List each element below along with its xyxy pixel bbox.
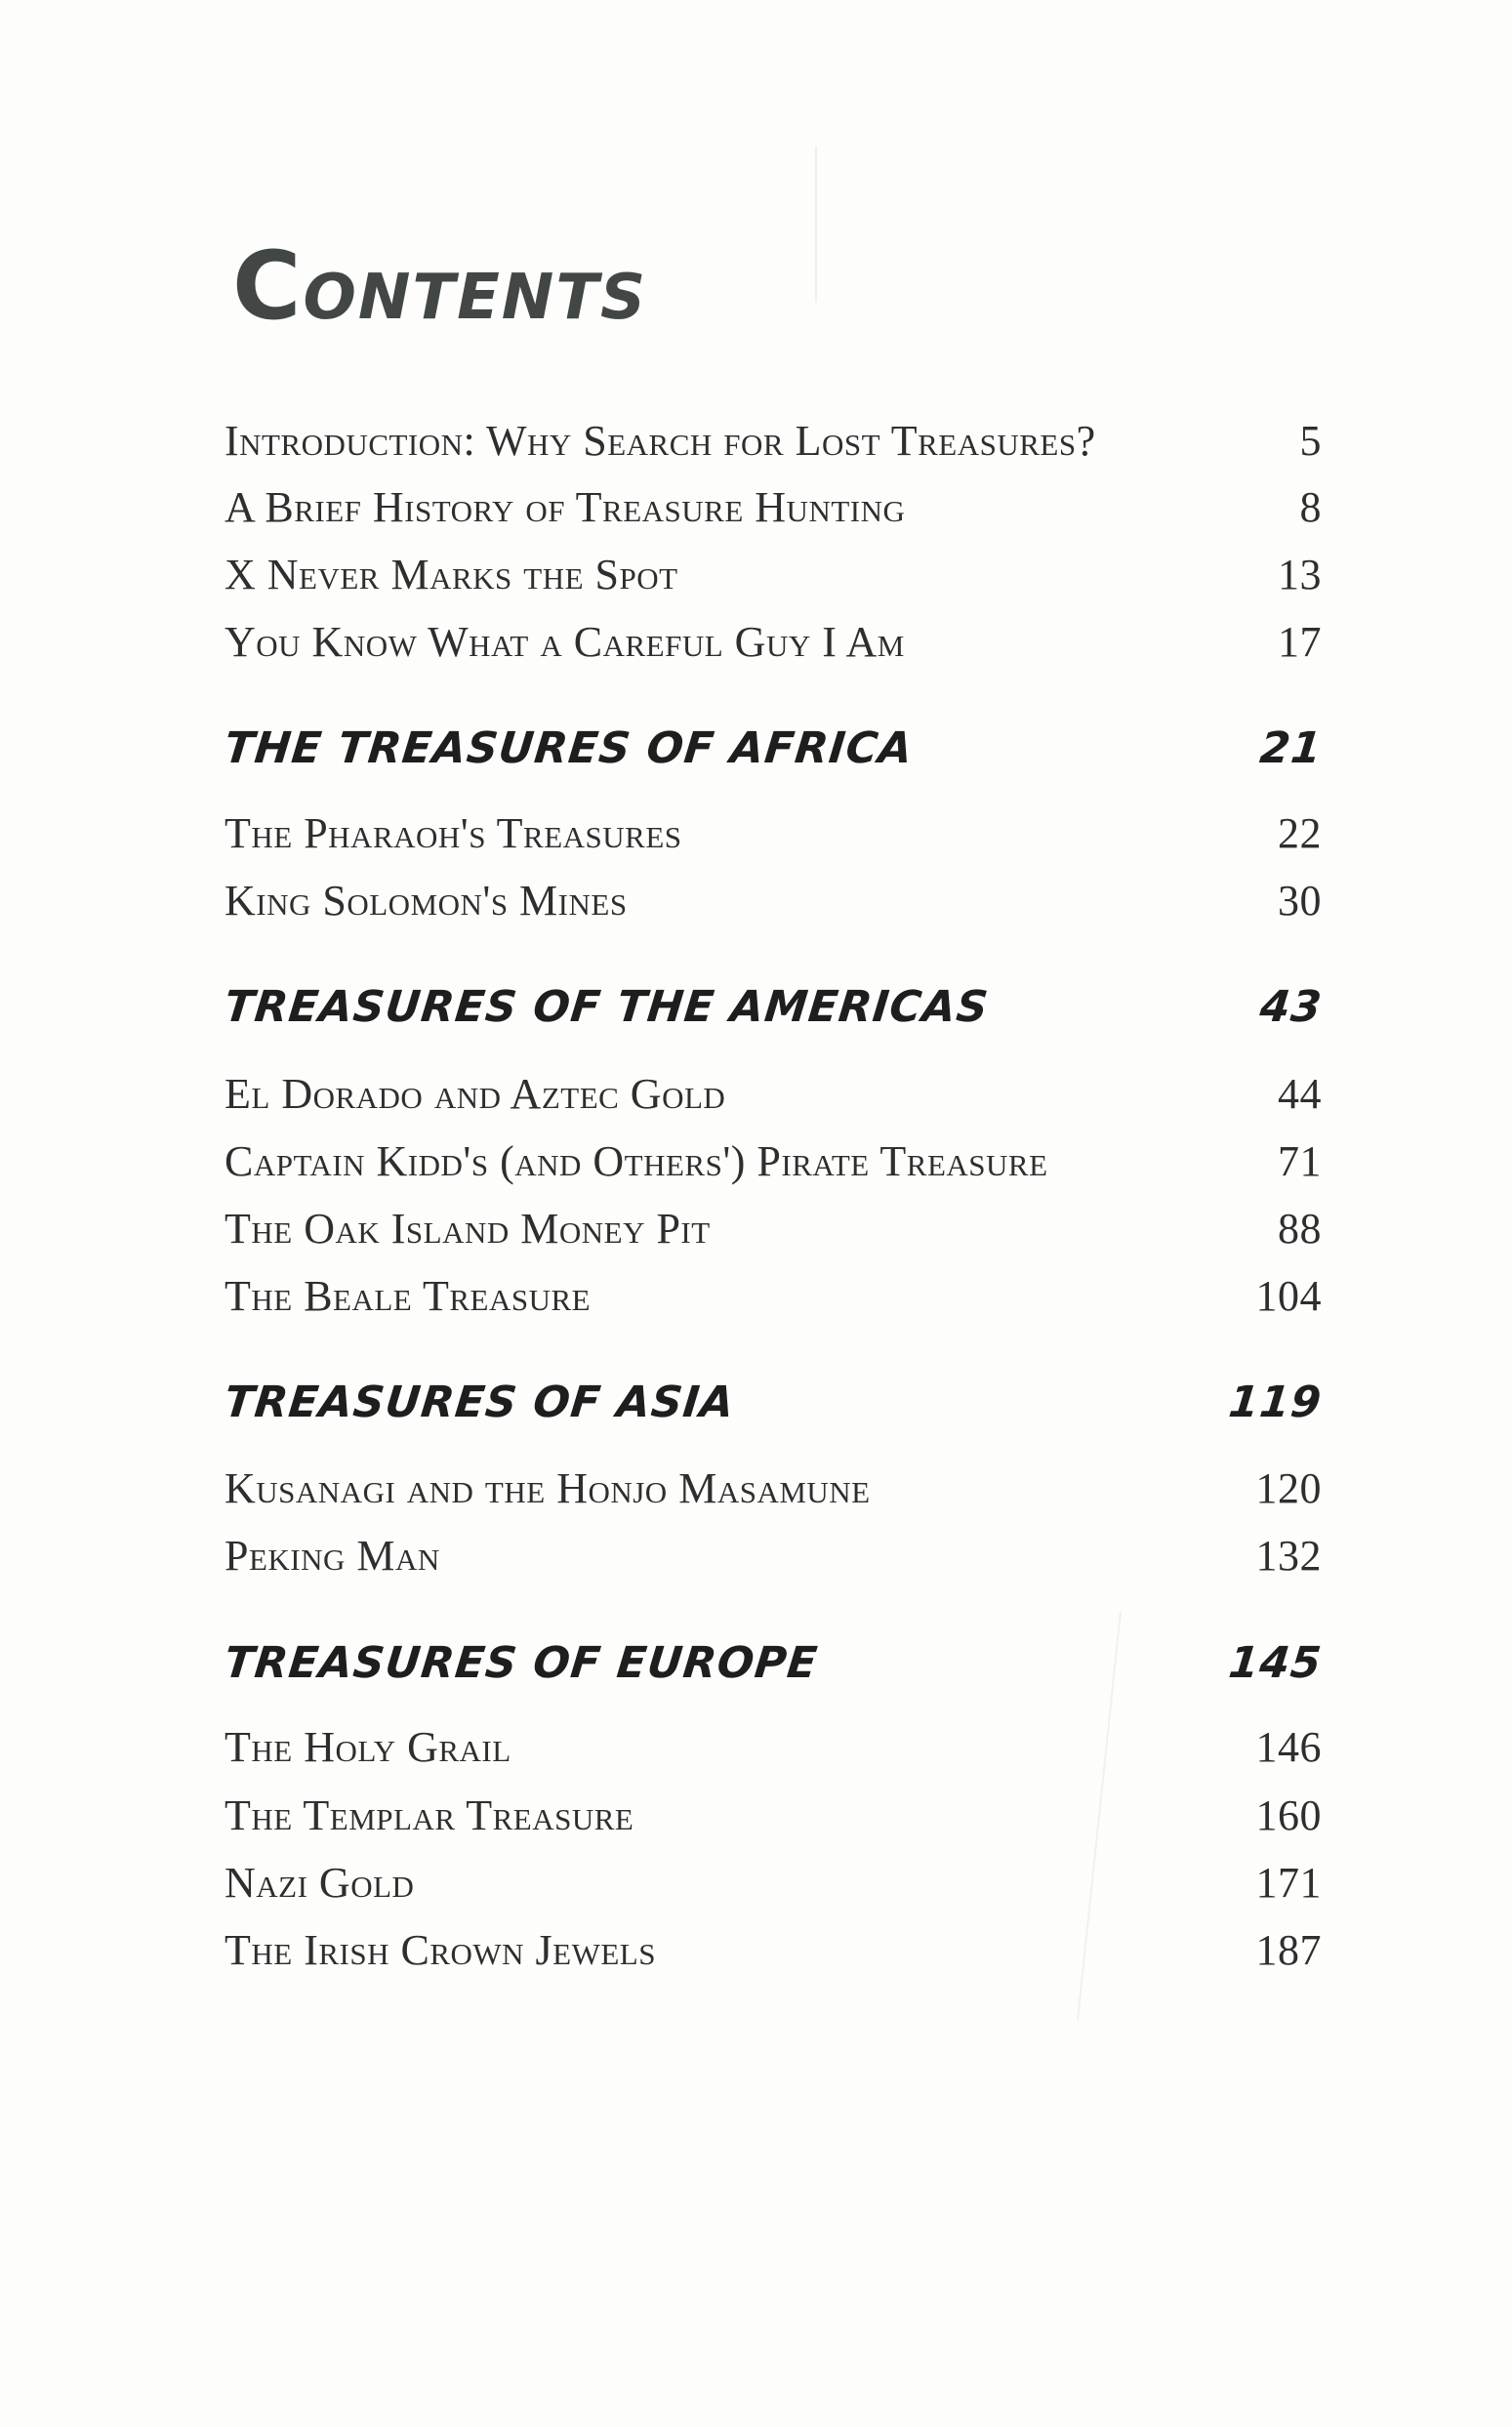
toc-entry[interactable] <box>225 1926 1322 1974</box>
toc-entry[interactable] <box>225 1272 1322 1320</box>
toc-section-heading[interactable] <box>222 1378 1325 1427</box>
toc-entry-page: 160 <box>1255 1791 1322 1839</box>
toc-entry-page: 187 <box>1255 1926 1322 1974</box>
toc-entry[interactable] <box>225 483 1322 531</box>
toc-entry-label: X Never Marks the Spot <box>225 551 678 598</box>
toc-entry-page: 146 <box>1255 1723 1322 1771</box>
toc-entry[interactable] <box>225 809 1322 857</box>
toc-entry-page: 8 <box>1299 483 1322 531</box>
toc-entry[interactable] <box>225 1205 1322 1253</box>
section-heading-label: TREASURES OF EUROPE <box>222 1638 821 1688</box>
toc-entry[interactable] <box>225 1070 1322 1118</box>
toc-section-heading[interactable] <box>222 982 1325 1032</box>
toc-entry-label: You Know What a Careful Guy I Am <box>225 618 905 666</box>
toc-entry-page: 120 <box>1255 1464 1322 1512</box>
toc-entry-label: Introduction: Why Search for Lost Treasures? <box>225 417 1096 465</box>
toc-entry-label: A Brief History of Treasure Hunting <box>225 483 906 531</box>
toc-entry-label: Captain Kidd's (and Others') Pirate Treasure <box>225 1137 1048 1185</box>
toc-entry[interactable] <box>225 417 1322 465</box>
toc-entry-label: The Holy Grail <box>225 1723 511 1771</box>
toc-entry-page: 71 <box>1278 1137 1322 1185</box>
toc-entry-page: 5 <box>1299 417 1322 465</box>
toc-entry-label: The Pharaoh's Treasures <box>225 809 682 857</box>
toc-entry-label: Nazi Gold <box>225 1859 415 1907</box>
toc-entry[interactable] <box>225 1723 1322 1771</box>
section-heading-label: THE TREASURES OF AFRICA <box>222 723 916 773</box>
toc-section-heading[interactable] <box>222 723 1325 773</box>
section-heading-page: 145 <box>1226 1638 1325 1688</box>
toc-entry[interactable] <box>225 551 1322 598</box>
section-heading-page: 21 <box>1257 723 1325 773</box>
toc-entry-label: Kusanagi and the Honjo Masamune <box>225 1464 871 1512</box>
toc-entry-page: 171 <box>1255 1859 1322 1907</box>
toc-entry-page: 22 <box>1278 809 1322 857</box>
toc-entry[interactable] <box>225 1137 1322 1185</box>
toc-entry-label: The Oak Island Money Pit <box>225 1205 711 1253</box>
toc-entry-label: Peking Man <box>225 1532 440 1580</box>
section-heading-label: TREASURES OF THE AMERICAS <box>222 982 992 1032</box>
toc-entry-page: 13 <box>1278 551 1322 598</box>
toc-entry-page: 132 <box>1255 1532 1322 1580</box>
toc-entry-page: 30 <box>1278 877 1322 925</box>
toc-section-heading[interactable] <box>222 1638 1325 1688</box>
toc-entry-page: 17 <box>1278 618 1322 666</box>
toc-entry-page: 104 <box>1255 1272 1322 1320</box>
toc-entry-page: 88 <box>1278 1205 1322 1253</box>
scan-smudge <box>815 146 817 303</box>
section-heading-page: 43 <box>1257 982 1325 1032</box>
toc-entry-label: King Solomon's Mines <box>225 877 628 925</box>
toc-entry[interactable] <box>225 1464 1322 1512</box>
toc-entry[interactable] <box>225 1532 1322 1580</box>
toc-entry[interactable] <box>225 1859 1322 1907</box>
toc-entry-label: El Dorado and Aztec Gold <box>225 1070 726 1118</box>
toc-entry-label: The Irish Crown Jewels <box>225 1926 656 1974</box>
toc-entry[interactable] <box>225 618 1322 666</box>
toc-entry-page: 44 <box>1278 1070 1322 1118</box>
page-title: CONTENTS <box>232 231 648 341</box>
section-heading-label: TREASURES OF ASIA <box>222 1378 738 1427</box>
toc-entry-label: The Templar Treasure <box>225 1791 634 1839</box>
toc-entry[interactable] <box>225 1791 1322 1839</box>
section-heading-page: 119 <box>1226 1378 1325 1427</box>
toc-entry-label: The Beale Treasure <box>225 1272 592 1320</box>
toc-entry[interactable] <box>225 877 1322 925</box>
